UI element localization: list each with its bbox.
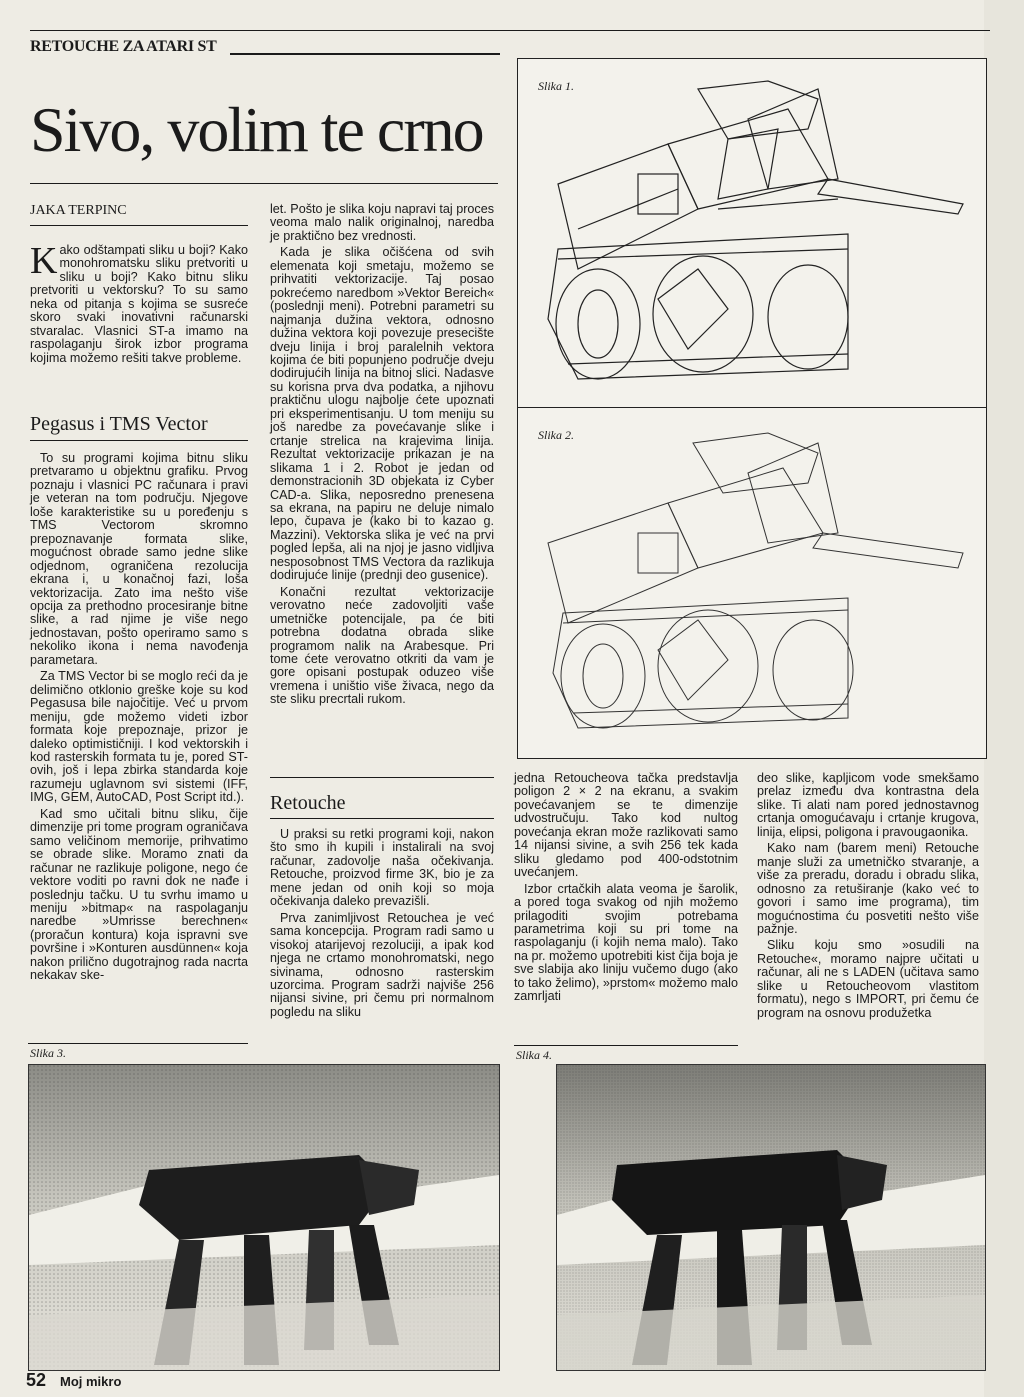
figure-2-box <box>517 407 987 759</box>
paragraph: Kako nam (barem meni) Retouche manje služi za umetničko stvaranje, a više za preradu, doradu i obradu slika, odnosno za retuširanje (kako već to govori i samo ime programa), tim mogućnostima ću posvetiti nešto više pažnje. <box>757 841 979 936</box>
column-2-rule <box>270 777 494 778</box>
paragraph: Prva zanimljivost Retouchea je već sama koncepcija. Program radi samo u visokoj atarijevoj rezoluciji, a ipak kod njega ne crtamo monohromatski, nego sivinama, odnosno rasterskim uzorcima. Program sadrži najviše 256 nijansi sivine, pri čemu pri normalnom pogledu na sliku <box>270 910 494 1019</box>
column-3-body <box>270 828 494 1022</box>
intro-text: Kako odštampati sliku u boji? Kako monohromatsku sliku pretvoriti u sliku u boji? Kako bitnu sliku pretvoriti u vektorsku? To su samo neka od pitanja s kojima se susreće skoro svaki inovativni računarski stvaralac. Vlasnici ST-a imamo na raspolaganju širok izbor programa kojima možemo rešiti takve probleme. <box>30 240 248 365</box>
column-2-body <box>270 203 494 710</box>
walker-photo-3 <box>29 1065 499 1370</box>
heading-rule <box>270 818 494 819</box>
paragraph: jedna Retoucheova tačka predstavlja poligon 2 × 2 na ekranu, a svakim povećavanjem se te dimenzije udvostručuju. Tako kod nultog povećanja ekran može razlikovati samo 14 nijansi sivine, a svih 256 tek kada sliku gledamo pod 400-odstotnim uvećanjem. <box>514 771 738 880</box>
figure-4-label: Slika 4. <box>516 1048 552 1062</box>
walker-photo-4 <box>557 1065 985 1370</box>
figure-2-label: Slika 2. <box>538 428 574 442</box>
figure-1-label: Slika 1. <box>538 79 574 93</box>
figure-4-rule <box>514 1045 738 1046</box>
section-heading-retouche: Retouche <box>270 792 346 814</box>
vector-robot-illustration-2 <box>518 408 986 758</box>
heading-rule <box>30 440 248 441</box>
paragraph: To su programi kojima bitnu sliku pretvaramo u objektnu grafiku. Prvog poznaju i vlasnici PC računara i pravi je veteran na tom području. Njegove loše karakteristike su u poređenju s TMS Vectorom skromno prepoznavanje formata slike, mogućnost obrade samo jedne slike odjednom, ograničena rezolucija ekrana i, u konačnoj fazi, loša vektorizacija. Zato ima nešto više opcija za prethodno procesiranje bitne slike, a rad njime je više nego jednostavan, pošto operiramo samo s nekoliko ikona i nema navođenja parametara. <box>30 451 248 667</box>
paragraph: Izbor crtačkih alata veoma je šarolik, a pored toga svakog od njih možemo prilagoditi svojim potrebama parametrima koji su pri tome na raspolaganju (i kojih nema malo). Tako na pr. možemo upotrebiti kist čija boja je sve slabija ako liniju vučemo dugo (ako to tako želimo), »prstom« možemo malo zamrljati <box>514 881 738 1004</box>
paragraph: Sliku koju smo »osudili na Retouche«, moramo najpre učitati u računar, ali ne s LADEN (učitava samo slike u Retoucheovom vlastitom formatu), nego s IMPORT, pri čemu će program na osnovu produžetka <box>757 938 979 1020</box>
paragraph: Za TMS Vector bi se moglo reći da je delimično otklonio greške koje su kod Pegasusa bile najočitije. Već u prvom meniju, gde možemo videti izbor formata koje prepoznaje, prizor je daleko optimističniji. I kod vektorskih i kod rasterskih formata tu je, pored ST-ovih, još i lepa zbirka standarda koje razumeju uglavnom svi sistemi (IFF, IMG, GEM, AutoCAD, Post Script itd.). <box>30 669 248 805</box>
figure-3-label: Slika 3. <box>30 1046 66 1060</box>
column-4-body <box>514 772 738 1007</box>
paragraph: Konačni rezultat vektorizacije verovatno neće zadovoljiti vaše umetničke potencijale, pa će biti potrebna dodatna obrada slike programom nalik na Arabesque. Pri tome ćete verovatno otkriti da vam je gore opisani postupak oduzeo više vremena i uništio više živaca, nego da ste sliku precrtali rukom. <box>270 584 494 707</box>
figure-3-rule <box>28 1043 248 1044</box>
header-rule <box>230 53 500 55</box>
figure-4-photo <box>556 1064 986 1371</box>
magazine-name: Moj mikro <box>60 1374 122 1389</box>
paragraph: Kada je slika očišćena od svih elemenata koji smetaju, možemo se prihvatiti vektorizacije. Taj posao pokrećemo naredbom »Vektor Bereich« (poslednji meni). Potrebni parametri su najmanja dužina vektora, odnosno dužina vektora koji povezuje presecište dveju linija i broj paralelnih vektora kojima će biti popunjeno područje dveju dodirujućih linija na bitnoj slici. Nadasve su korisna prva dva podatka, a njihovu praktičnu ulogu najbolje ćete upoznati pri eksperimentisanju. U tom meniju su još naredbe za povećavanje slike i crtanje strelica na krajevima linija. Rezultat vektorizacije prikazan je na slikama 1 i 2. Robot je jedan od demonstracionih 3D objekata iz Cyber CAD-a. Slika, neposredno prenesena sa ekrana, na papiru ne deluje nimalo lepo, čupava je (kako bi to kazao g. Mazzini). Vektorska slika je već na prvi pogled lepša, ali na njoj je jasno vidljiva nesposobnost TMS Vectora da razlikuja dodirujuće linije (prednji deo gusenice). <box>270 245 494 583</box>
figure-1-box <box>517 58 987 410</box>
author-byline: JAKA TERPINC <box>30 203 127 218</box>
paragraph: U praksi su retki programi koji, nakon što smo ih kupili i instalirali na svoj računar, zadovolje naša očekivanja. Retouche, proizvod firme 3K, bio je za mene jedan od onih koji so moja očekivanja daleko prevazišli. <box>270 827 494 909</box>
column-1-body <box>30 452 248 986</box>
figure-3-photo <box>28 1064 500 1371</box>
byline-rule <box>30 225 248 226</box>
paragraph: Kad smo učitali bitnu sliku, čije dimenzije pri tome program ograničava samo veličinom memorije, prihvatimo se obrade slike. Moramo znati da računar ne razlikuje poligone, nego će vektore voditi po ravni dok ne nađe i poslednju tačku. U tu svrhu imamo u meniju »bitmap« na raspolaganju naredbe »Umrisse berechnen« (proračun kontura) koja ispravni sve površine i »Konturen ausdünnen« koja nakon prilično dugotrajnog rada nacrta nekakav ske- <box>30 806 248 983</box>
page-number: 52 <box>26 1370 47 1390</box>
drop-cap: K <box>30 240 58 282</box>
article-title: Sivo, volim te crno <box>30 94 483 165</box>
top-rule <box>30 30 990 31</box>
paragraph: deo slike, kapljicom vode smekšamo prelaz između dva kontrastna dela slike. Ti alati nam pored jednostavnog crtanja omogućavaju i crtanje krugova, linija, elipsi, poligona i pravougaonika. <box>757 771 979 839</box>
vector-robot-illustration-1 <box>518 59 986 409</box>
adjacent-page-bleed <box>984 0 1024 1397</box>
title-rule <box>30 183 498 184</box>
section-heading-pegasus: Pegasus i TMS Vector <box>30 413 208 435</box>
column-5-body <box>757 772 979 1023</box>
paragraph: let. Pošto je slika koju napravi taj proces veoma malo nalik originalnoj, naredba je praktično bez vrednosti. <box>270 202 495 243</box>
section-header: RETOUCHE ZA ATARI ST <box>30 38 217 55</box>
